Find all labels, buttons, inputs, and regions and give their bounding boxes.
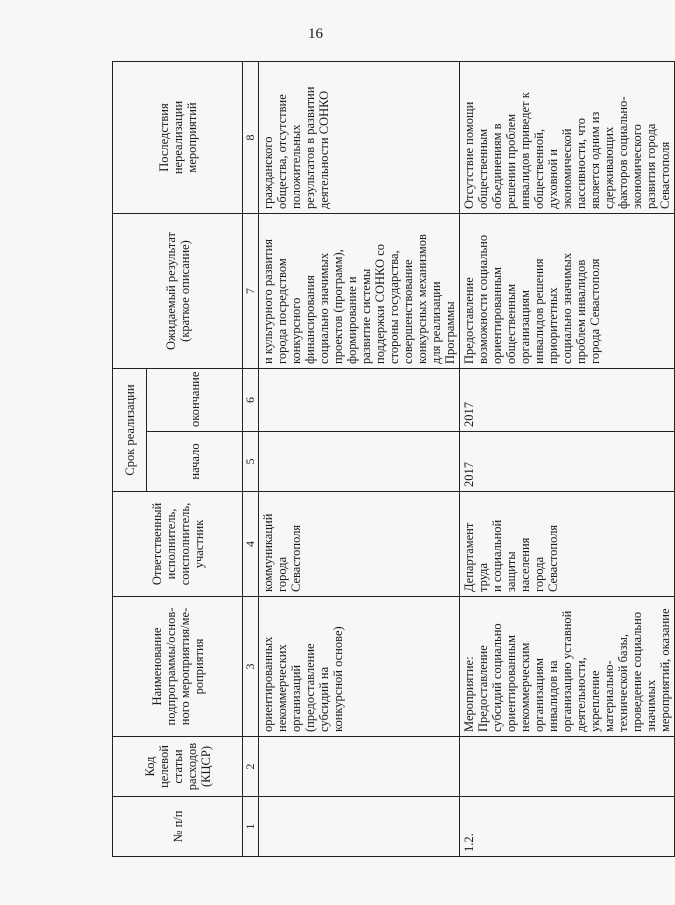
column-number: 7 bbox=[243, 213, 259, 368]
row-name: Мероприятие: Предоставление субсидий социально ориентированным некоммерческим организациям инвалидов на организацию уставной деятельности, укрепление материально- технической базы, проведение социально значимых мероприятий, оказание bbox=[460, 597, 675, 737]
header-num: № п/п bbox=[113, 797, 243, 857]
column-number: 3 bbox=[243, 597, 259, 737]
row-result: и культурного развития города посредством конкурсного финансирования социально значимых проектов (программ), формирование и развитие системы поддержки СОНКО со стороны государства, совершенствование конкурсных механизмов для реализации Программы bbox=[259, 213, 460, 368]
column-number: 6 bbox=[243, 368, 259, 431]
header-executor: Ответственный исполнитель, соисполнитель, участник bbox=[113, 492, 243, 597]
row-executor: коммуникаций города Севастополя bbox=[259, 492, 460, 597]
header-term-group: Срок реализации bbox=[113, 368, 147, 491]
column-number: 5 bbox=[243, 432, 259, 492]
row-end: 2017 bbox=[460, 368, 675, 431]
header-consequences: Последствия нереализации мероприятий bbox=[113, 61, 243, 213]
program-measures-table bbox=[112, 61, 675, 857]
column-number: 1 bbox=[243, 797, 259, 857]
row-start: 2017 bbox=[460, 432, 675, 492]
page-number: 16 bbox=[308, 26, 323, 42]
row-num bbox=[259, 797, 460, 857]
row-code bbox=[259, 737, 460, 797]
row-end bbox=[259, 368, 460, 431]
header-name: Наименование подпрограммы/основ-ного мероприятия/ме-роприятия bbox=[113, 597, 243, 737]
header-result: Ожидаемый результат (краткое описание) bbox=[113, 213, 243, 368]
header-row-1 bbox=[113, 61, 147, 856]
table-row bbox=[460, 61, 675, 856]
column-number: 2 bbox=[243, 737, 259, 797]
header-end: окончание bbox=[147, 368, 243, 431]
row-consequences: Отсутствие помощи общественным объединениям в решении проблем инвалидов приведет к общественной, духовной и экономической пассивности, что является одним из сдерживающих факторов социально- экономического развития города Севастополя bbox=[460, 61, 675, 213]
table-row bbox=[259, 61, 460, 856]
row-num: 1.2. bbox=[460, 797, 675, 857]
header-start: начало bbox=[147, 432, 243, 492]
header-code: Код целевой статьи расходов (КЦСР) bbox=[113, 737, 243, 797]
column-number: 8 bbox=[243, 61, 259, 213]
row-consequences: гражданского общества, отсутствие положительных результатов в развитии деятельности СОНКО bbox=[259, 61, 460, 213]
column-number: 4 bbox=[243, 492, 259, 597]
row-result: Предоставление возможности социально ориентированным общественным организациям инвалидов решения приоритетных социально значимых проблем инвалидов города Севастополя bbox=[460, 213, 675, 368]
column-number-row bbox=[243, 61, 259, 856]
row-start bbox=[259, 432, 460, 492]
rotated-table-container bbox=[112, 62, 672, 857]
row-name: ориентированных некоммерческих организаций (предоставление субсидий на конкурсной основе) bbox=[259, 597, 460, 737]
program-table-wrapper bbox=[112, 62, 672, 857]
row-executor: Департамент труда и социальной защиты населения города Севастополя bbox=[460, 492, 675, 597]
row-code bbox=[460, 737, 675, 797]
